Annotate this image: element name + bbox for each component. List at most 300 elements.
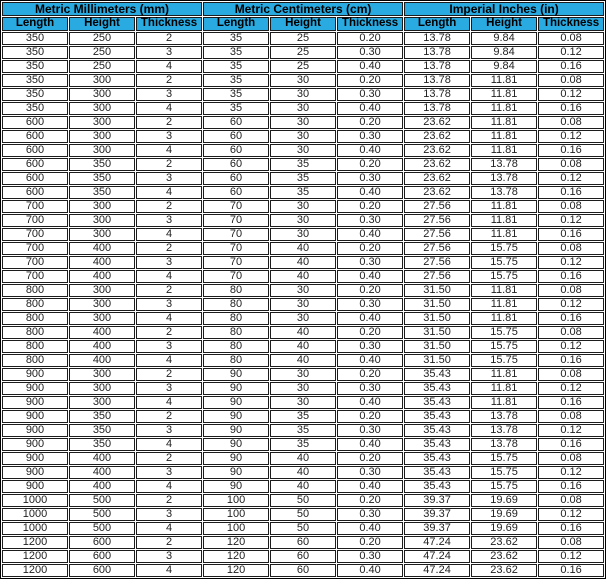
table-cell: 0.16	[538, 522, 604, 535]
table-cell: 0.08	[538, 410, 604, 423]
column-header-mm-length: Length	[2, 17, 68, 31]
table-cell: 3	[136, 382, 202, 395]
table-cell: 0.12	[538, 508, 604, 521]
table-cell: 0.08	[538, 200, 604, 213]
table-cell: 35	[270, 410, 336, 423]
table-cell: 13.78	[471, 410, 537, 423]
table-cell: 0.20	[337, 452, 403, 465]
table-cell: 900	[2, 452, 68, 465]
table-cell: 39.37	[404, 494, 470, 507]
table-cell: 11.81	[471, 284, 537, 297]
table-cell: 0.40	[337, 144, 403, 157]
column-header-in-height: Height	[471, 17, 537, 31]
table-row	[2, 242, 604, 255]
table-row	[2, 102, 604, 115]
table-cell: 90	[203, 410, 269, 423]
table-cell: 3	[136, 214, 202, 227]
table-cell: 1200	[2, 550, 68, 563]
table-row	[2, 326, 604, 339]
table-cell: 40	[270, 354, 336, 367]
table-cell: 13.78	[404, 32, 470, 45]
table-cell: 0.12	[538, 424, 604, 437]
table-cell: 90	[203, 452, 269, 465]
table-cell: 400	[69, 242, 135, 255]
table-cell: 35	[270, 438, 336, 451]
table-cell: 90	[203, 438, 269, 451]
table-cell: 0.30	[337, 550, 403, 563]
table-cell: 11.81	[471, 228, 537, 241]
table-row	[2, 438, 604, 451]
table-cell: 3	[136, 550, 202, 563]
table-cell: 0.12	[538, 298, 604, 311]
table-cell: 31.50	[404, 354, 470, 367]
table-row	[2, 158, 604, 171]
table-cell: 11.81	[471, 298, 537, 311]
table-cell: 0.12	[538, 256, 604, 269]
table-cell: 11.81	[471, 102, 537, 115]
table-cell: 19.69	[471, 508, 537, 521]
column-header-in-thickness: Thickness	[538, 17, 604, 31]
table-cell: 350	[2, 60, 68, 73]
table-cell: 35.43	[404, 466, 470, 479]
column-header-cm-thickness: Thickness	[337, 17, 403, 31]
table-cell: 13.78	[404, 88, 470, 101]
table-cell: 0.12	[538, 214, 604, 227]
table-cell: 400	[69, 466, 135, 479]
table-cell: 300	[69, 74, 135, 87]
table-cell: 0.16	[538, 228, 604, 241]
table-cell: 350	[2, 32, 68, 45]
table-cell: 23.62	[471, 550, 537, 563]
table-row	[2, 396, 604, 409]
table-cell: 400	[69, 480, 135, 493]
table-row	[2, 200, 604, 213]
table-cell: 90	[203, 382, 269, 395]
table-cell: 500	[69, 494, 135, 507]
table-row	[2, 172, 604, 185]
table-cell: 70	[203, 200, 269, 213]
table-cell: 60	[203, 144, 269, 157]
table-cell: 25	[270, 32, 336, 45]
table-cell: 0.40	[337, 186, 403, 199]
table-row	[2, 508, 604, 521]
table-cell: 19.69	[471, 522, 537, 535]
table-cell: 11.81	[471, 214, 537, 227]
table-cell: 0.12	[538, 46, 604, 59]
table-cell: 0.16	[538, 354, 604, 367]
table-cell: 27.56	[404, 256, 470, 269]
table-cell: 3	[136, 256, 202, 269]
table-cell: 700	[2, 242, 68, 255]
table-cell: 15.75	[471, 270, 537, 283]
table-cell: 300	[69, 298, 135, 311]
table-cell: 25	[270, 60, 336, 73]
table-cell: 30	[270, 298, 336, 311]
table-row	[2, 564, 604, 577]
table-cell: 60	[203, 172, 269, 185]
table-cell: 600	[69, 536, 135, 549]
table-cell: 27.56	[404, 242, 470, 255]
table-cell: 400	[69, 256, 135, 269]
table-cell: 0.30	[337, 214, 403, 227]
table-cell: 40	[270, 480, 336, 493]
column-header-mm-thickness: Thickness	[136, 17, 202, 31]
table-cell: 30	[270, 214, 336, 227]
table-cell: 0.40	[337, 312, 403, 325]
table-cell: 70	[203, 242, 269, 255]
table-cell: 11.81	[471, 74, 537, 87]
table-cell: 70	[203, 270, 269, 283]
table-cell: 11.81	[471, 382, 537, 395]
table-cell: 3	[136, 298, 202, 311]
table-row	[2, 354, 604, 367]
table-cell: 900	[2, 480, 68, 493]
table-cell: 60	[203, 186, 269, 199]
table-cell: 400	[69, 354, 135, 367]
table-cell: 4	[136, 270, 202, 283]
table-cell: 0.08	[538, 368, 604, 381]
table-row	[2, 522, 604, 535]
table-cell: 15.75	[471, 242, 537, 255]
table-row	[2, 382, 604, 395]
table-cell: 300	[69, 102, 135, 115]
section-title-cm: Metric Centimeters (cm)	[203, 2, 403, 16]
table-cell: 60	[203, 116, 269, 129]
column-header-cm-height: Height	[270, 17, 336, 31]
table-cell: 0.40	[337, 396, 403, 409]
table-cell: 11.81	[471, 368, 537, 381]
table-cell: 60	[270, 564, 336, 577]
table-cell: 0.30	[337, 340, 403, 353]
table-cell: 80	[203, 340, 269, 353]
table-cell: 0.16	[538, 438, 604, 451]
table-cell: 15.75	[471, 480, 537, 493]
table-cell: 120	[203, 550, 269, 563]
table-cell: 3	[136, 508, 202, 521]
table-row	[2, 88, 604, 101]
table-cell: 25	[270, 46, 336, 59]
table-cell: 50	[270, 522, 336, 535]
table-cell: 70	[203, 228, 269, 241]
table-cell: 500	[69, 508, 135, 521]
table-cell: 0.16	[538, 270, 604, 283]
table-cell: 11.81	[471, 144, 537, 157]
table-cell: 35	[203, 46, 269, 59]
table-cell: 40	[270, 466, 336, 479]
table-cell: 27.56	[404, 200, 470, 213]
table-cell: 350	[69, 410, 135, 423]
table-cell: 35.43	[404, 396, 470, 409]
table-cell: 23.62	[404, 172, 470, 185]
table-cell: 40	[270, 256, 336, 269]
table-cell: 0.08	[538, 116, 604, 129]
table-cell: 0.08	[538, 536, 604, 549]
table-cell: 35	[270, 424, 336, 437]
table-row	[2, 32, 604, 45]
table-cell: 2	[136, 242, 202, 255]
table-cell: 0.08	[538, 494, 604, 507]
table-cell: 13.78	[404, 102, 470, 115]
table-cell: 80	[203, 312, 269, 325]
table-cell: 35	[270, 172, 336, 185]
table-cell: 0.08	[538, 32, 604, 45]
table-cell: 300	[69, 382, 135, 395]
table-cell: 0.20	[337, 284, 403, 297]
table-cell: 0.40	[337, 60, 403, 73]
table-cell: 40	[270, 452, 336, 465]
table-cell: 2	[136, 410, 202, 423]
table-cell: 13.78	[471, 158, 537, 171]
table-cell: 30	[270, 116, 336, 129]
table-cell: 31.50	[404, 340, 470, 353]
table-cell: 0.16	[538, 480, 604, 493]
table-row	[2, 144, 604, 157]
table-cell: 2	[136, 116, 202, 129]
table-cell: 11.81	[471, 116, 537, 129]
table-cell: 100	[203, 522, 269, 535]
table-cell: 0.20	[337, 74, 403, 87]
table-cell: 250	[69, 32, 135, 45]
table-cell: 0.30	[337, 46, 403, 59]
table-cell: 13.78	[471, 424, 537, 437]
table-cell: 9.84	[471, 46, 537, 59]
table-row	[2, 312, 604, 325]
table-cell: 700	[2, 270, 68, 283]
table-cell: 80	[203, 298, 269, 311]
table-cell: 27.56	[404, 270, 470, 283]
table-cell: 600	[69, 550, 135, 563]
table-cell: 600	[2, 172, 68, 185]
table-cell: 70	[203, 256, 269, 269]
table-cell: 50	[270, 508, 336, 521]
table-cell: 0.12	[538, 88, 604, 101]
table-cell: 0.40	[337, 354, 403, 367]
table-cell: 3	[136, 340, 202, 353]
table-row	[2, 480, 604, 493]
table-cell: 350	[2, 88, 68, 101]
table-cell: 0.16	[538, 312, 604, 325]
table-cell: 11.81	[471, 130, 537, 143]
table-cell: 27.56	[404, 214, 470, 227]
table-cell: 350	[69, 158, 135, 171]
table-cell: 47.24	[404, 550, 470, 563]
table-cell: 0.08	[538, 326, 604, 339]
table-cell: 2	[136, 158, 202, 171]
table-cell: 23.62	[404, 186, 470, 199]
table-cell: 0.12	[538, 382, 604, 395]
table-cell: 30	[270, 396, 336, 409]
table-cell: 600	[2, 186, 68, 199]
table-cell: 30	[270, 200, 336, 213]
table-cell: 3	[136, 424, 202, 437]
table-cell: 70	[203, 214, 269, 227]
table-cell: 35	[203, 32, 269, 45]
table-cell: 1000	[2, 522, 68, 535]
table-row	[2, 298, 604, 311]
table-row	[2, 410, 604, 423]
table-cell: 27.56	[404, 228, 470, 241]
table-cell: 2	[136, 284, 202, 297]
table-cell: 60	[270, 550, 336, 563]
table-cell: 900	[2, 410, 68, 423]
table-cell: 250	[69, 60, 135, 73]
table-cell: 900	[2, 424, 68, 437]
table-cell: 35	[270, 158, 336, 171]
table-cell: 300	[69, 284, 135, 297]
table-cell: 30	[270, 284, 336, 297]
table-cell: 35.43	[404, 368, 470, 381]
table-cell: 40	[270, 326, 336, 339]
table-cell: 3	[136, 88, 202, 101]
table-cell: 23.62	[404, 144, 470, 157]
table-cell: 30	[270, 74, 336, 87]
table-cell: 300	[69, 200, 135, 213]
table-cell: 300	[69, 88, 135, 101]
table-cell: 0.12	[538, 340, 604, 353]
table-cell: 35	[203, 60, 269, 73]
table-cell: 90	[203, 424, 269, 437]
table-cell: 0.30	[337, 256, 403, 269]
table-cell: 800	[2, 326, 68, 339]
table-cell: 700	[2, 228, 68, 241]
table-cell: 2	[136, 326, 202, 339]
table-cell: 0.20	[337, 32, 403, 45]
table-cell: 0.20	[337, 368, 403, 381]
table-cell: 0.12	[538, 550, 604, 563]
table-cell: 4	[136, 522, 202, 535]
table-cell: 23.62	[471, 564, 537, 577]
table-cell: 3	[136, 46, 202, 59]
table-cell: 350	[69, 438, 135, 451]
table-cell: 900	[2, 438, 68, 451]
table-row	[2, 284, 604, 297]
table-cell: 120	[203, 564, 269, 577]
table-row	[2, 368, 604, 381]
table-cell: 0.20	[337, 536, 403, 549]
table-cell: 0.16	[538, 564, 604, 577]
table-row	[2, 424, 604, 437]
table-cell: 15.75	[471, 466, 537, 479]
table-row	[2, 340, 604, 353]
column-header-row	[2, 17, 604, 31]
table-cell: 13.78	[471, 172, 537, 185]
table-cell: 47.24	[404, 564, 470, 577]
table-cell: 600	[2, 144, 68, 157]
table-cell: 0.12	[538, 466, 604, 479]
table-cell: 2	[136, 74, 202, 87]
table-cell: 15.75	[471, 256, 537, 269]
table-cell: 600	[2, 130, 68, 143]
table-cell: 13.78	[404, 46, 470, 59]
table-cell: 35	[203, 102, 269, 115]
table-cell: 0.40	[337, 564, 403, 577]
table-row	[2, 214, 604, 227]
table-cell: 31.50	[404, 298, 470, 311]
table-cell: 0.30	[337, 172, 403, 185]
table-cell: 900	[2, 382, 68, 395]
table-row	[2, 256, 604, 269]
table-cell: 800	[2, 284, 68, 297]
table-cell: 300	[69, 368, 135, 381]
table-cell: 19.69	[471, 494, 537, 507]
table-cell: 0.20	[337, 494, 403, 507]
table-cell: 40	[270, 340, 336, 353]
table-cell: 2	[136, 200, 202, 213]
column-header-mm-height: Height	[69, 17, 135, 31]
table-row	[2, 74, 604, 87]
table-cell: 0.30	[337, 88, 403, 101]
table-cell: 11.81	[471, 88, 537, 101]
table-cell: 11.81	[471, 396, 537, 409]
table-cell: 4	[136, 438, 202, 451]
table-cell: 60	[203, 130, 269, 143]
table-row	[2, 116, 604, 129]
table-cell: 0.08	[538, 284, 604, 297]
table-cell: 15.75	[471, 354, 537, 367]
column-header-cm-length: Length	[203, 17, 269, 31]
table-cell: 0.30	[337, 130, 403, 143]
table-row	[2, 536, 604, 549]
table-cell: 4	[136, 144, 202, 157]
table-cell: 23.62	[404, 158, 470, 171]
table-cell: 250	[69, 46, 135, 59]
table-cell: 35.43	[404, 438, 470, 451]
table-cell: 4	[136, 396, 202, 409]
table-cell: 3	[136, 466, 202, 479]
table-cell: 30	[270, 102, 336, 115]
table-cell: 30	[270, 130, 336, 143]
table-cell: 0.40	[337, 522, 403, 535]
table-row	[2, 46, 604, 59]
table-row	[2, 270, 604, 283]
table-row	[2, 494, 604, 507]
table-cell: 0.16	[538, 186, 604, 199]
table-cell: 0.40	[337, 270, 403, 283]
table-cell: 0.40	[337, 438, 403, 451]
table-cell: 1200	[2, 564, 68, 577]
table-cell: 0.20	[337, 326, 403, 339]
table-cell: 30	[270, 312, 336, 325]
table-cell: 800	[2, 354, 68, 367]
table-cell: 0.20	[337, 116, 403, 129]
table-cell: 4	[136, 354, 202, 367]
table-body	[2, 32, 604, 577]
table-cell: 0.20	[337, 158, 403, 171]
table-cell: 30	[270, 382, 336, 395]
table-cell: 700	[2, 256, 68, 269]
table-cell: 1200	[2, 536, 68, 549]
table-cell: 13.78	[471, 186, 537, 199]
table-cell: 90	[203, 368, 269, 381]
table-cell: 50	[270, 494, 336, 507]
table-cell: 35	[203, 74, 269, 87]
table-cell: 47.24	[404, 536, 470, 549]
table-cell: 350	[69, 424, 135, 437]
table-cell: 800	[2, 340, 68, 353]
table-cell: 30	[270, 228, 336, 241]
table-cell: 31.50	[404, 326, 470, 339]
table-cell: 15.75	[471, 452, 537, 465]
table-cell: 400	[69, 326, 135, 339]
table-cell: 2	[136, 32, 202, 45]
table-cell: 13.78	[471, 438, 537, 451]
table-cell: 0.16	[538, 102, 604, 115]
table-cell: 11.81	[471, 200, 537, 213]
table-cell: 900	[2, 396, 68, 409]
table-cell: 40	[270, 270, 336, 283]
table-cell: 4	[136, 312, 202, 325]
table-cell: 4	[136, 564, 202, 577]
